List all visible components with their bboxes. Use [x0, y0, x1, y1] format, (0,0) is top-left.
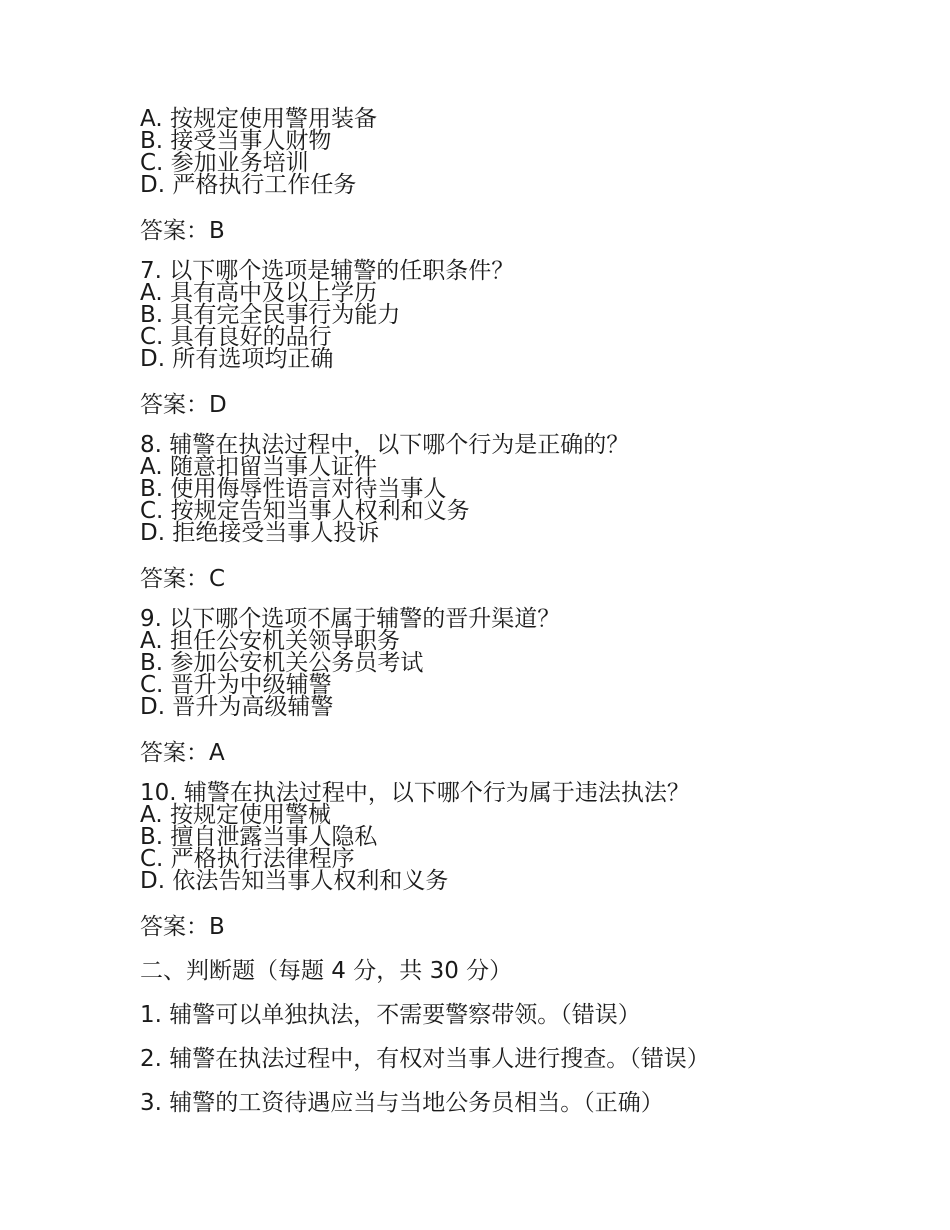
option-d: D. 所有选项均正确	[140, 346, 334, 372]
answer: 答案：C	[140, 566, 226, 592]
question-text: 8. 辅警在执法过程中，以下哪个行为是正确的？	[140, 432, 630, 458]
answer: 答案：A	[140, 740, 225, 766]
question-10-block	[140, 782, 920, 942]
question-9-block	[140, 608, 920, 768]
option-b: B. 参加公安机关公务员考试	[140, 650, 424, 676]
section-title-judgement: 二、判断题（每题 4 分，共 30 分）	[140, 958, 513, 984]
option-c: C. 具有良好的品行	[140, 324, 332, 350]
option-b: B. 使用侮辱性语言对待当事人	[140, 476, 447, 502]
option-a: A. 具有高中及以上学历	[140, 280, 377, 306]
option-c: C. 晋升为中级辅警	[140, 672, 332, 698]
option-a: A. 按规定使用警械	[140, 802, 331, 828]
document-page	[140, 108, 920, 1132]
option-c: C. 参加业务培训	[140, 150, 309, 176]
question-text: 7. 以下哪个选项是辅警的任职条件？	[140, 258, 515, 284]
option-d: D. 严格执行工作任务	[140, 172, 357, 198]
option-b: B. 擅自泄露当事人隐私	[140, 824, 378, 850]
option-c: C. 严格执行法律程序	[140, 846, 355, 872]
question-text: 9. 以下哪个选项不属于辅警的晋升渠道？	[140, 606, 561, 632]
option-d: D. 拒绝接受当事人投诉	[140, 520, 380, 546]
question-text: 10. 辅警在执法过程中，以下哪个行为属于违法执法？	[140, 780, 690, 806]
option-b: B. 具有完全民事行为能力	[140, 302, 401, 328]
answer: 答案：B	[140, 218, 225, 244]
judgement-item: 1. 辅警可以单独执法，不需要警察带领。（错误）	[140, 1002, 641, 1028]
question-7-block	[140, 260, 920, 420]
judgement-item: 3. 辅警的工资待遇应当与当地公务员相当。（正确）	[140, 1090, 664, 1116]
answer: 答案：D	[140, 392, 227, 418]
option-b: B. 接受当事人财物	[140, 128, 332, 154]
option-c: C. 按规定告知当事人权利和义务	[140, 498, 470, 524]
option-a: A. 担任公安机关领导职务	[140, 628, 400, 654]
answer: 答案：B	[140, 914, 225, 940]
question-6-block	[140, 108, 920, 246]
option-a: A. 随意扣留当事人证件	[140, 454, 377, 480]
option-a: A. 按规定使用警用装备	[140, 106, 377, 132]
question-8-block	[140, 434, 920, 594]
judgement-item: 2. 辅警在执法过程中，有权对当事人进行搜查。（错误）	[140, 1046, 710, 1072]
option-d: D. 晋升为高级辅警	[140, 694, 334, 720]
option-d: D. 依法告知当事人权利和义务	[140, 868, 449, 894]
